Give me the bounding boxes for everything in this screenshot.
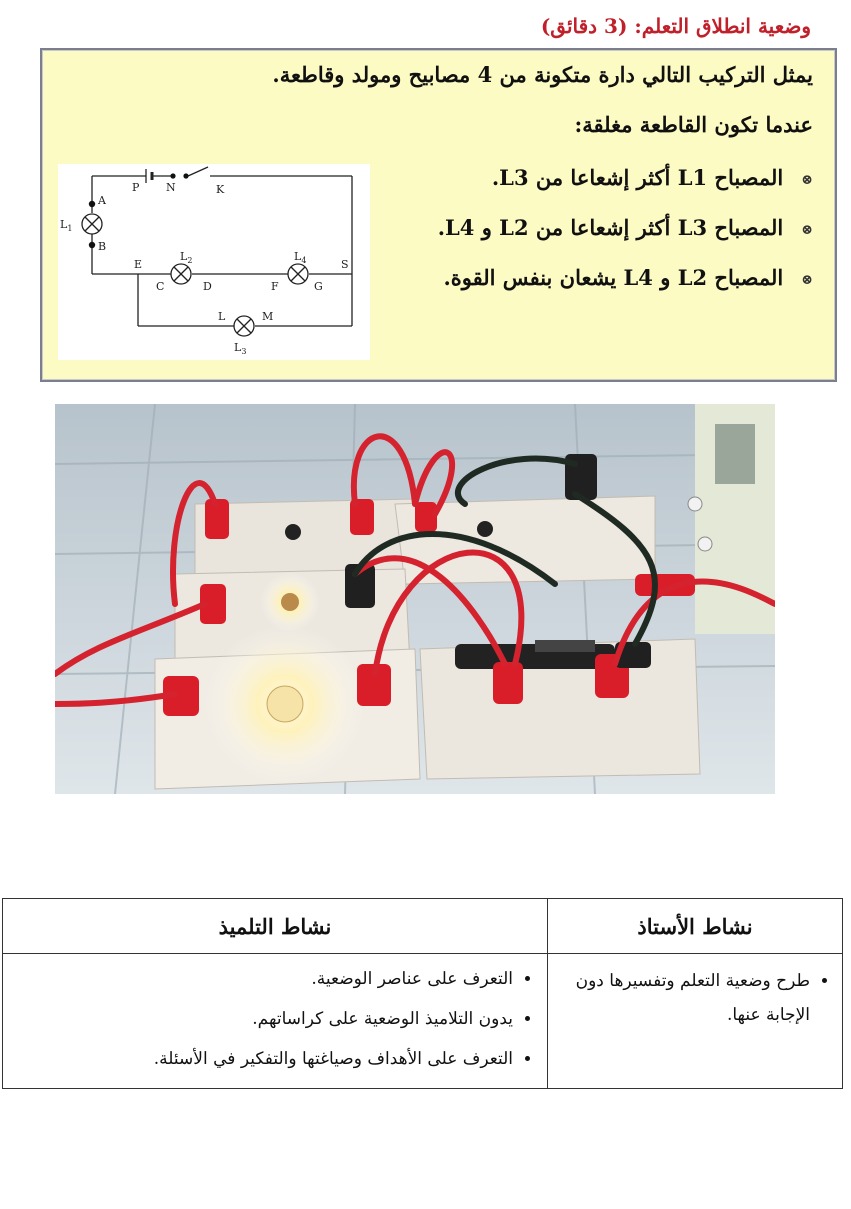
switch-k-label: K	[216, 183, 225, 196]
list-item: • يدون التلاميذ الوضعية على كراساتهم.	[13, 1002, 513, 1042]
node-p-label: P	[132, 181, 140, 194]
node-f-label: F	[271, 280, 279, 293]
node-a-label: A	[98, 194, 106, 207]
list-item: • التعرف على الأهداف وصياغتها والتفكير في الأسئلة.	[13, 1042, 513, 1082]
circle-x-bullet-icon: ⊗	[801, 271, 813, 288]
lamp-l1-label: $L_1$	[60, 218, 73, 233]
lamp-l4-label: $L_4$	[294, 250, 307, 265]
circuit-diagram	[58, 164, 370, 360]
node-l-label: L	[218, 310, 226, 323]
circle-x-bullet-icon: ⊗	[801, 171, 813, 188]
student-activity-cell	[3, 954, 548, 1089]
lamp-l3-label: $L_3$	[234, 341, 247, 356]
situation-condition: عندما تكون القاطعة مغلقة:	[574, 112, 813, 137]
node-c-label: C	[156, 280, 165, 293]
section-title: وضعية انطلاق التعلم: (3 دقائق)	[540, 14, 811, 38]
situation-intro: يمثل التركيب التالي دارة متكونة من 4 مصابيح ومولد وقاطعة.	[272, 62, 813, 87]
node-m-label: M	[262, 310, 274, 323]
statement-item: ⊗المصباح L2 و L4 يشعان بنفس القوة.	[443, 265, 813, 290]
teacher-activity-cell	[548, 954, 843, 1089]
circle-x-bullet-icon: ⊗	[801, 221, 813, 238]
situation-box	[40, 48, 837, 382]
statement-list	[438, 162, 813, 312]
list-item: • التعرف على عناصر الوضعية.	[13, 962, 513, 1002]
circuit-setup-photo	[55, 404, 775, 794]
statement-item: ⊗المصباح L1 أكثر إشعاعا من L3.	[491, 165, 813, 190]
teacher-activity-header: نشاط الأستاذ	[548, 899, 843, 954]
node-e-label: E	[134, 258, 143, 271]
student-activity-header: نشاط التلميذ	[3, 899, 548, 954]
node-b-label: B	[98, 240, 107, 253]
node-s-label: S	[341, 258, 349, 271]
list-item: • طرح وضعية التعلم وتفسيرها دون الإجابة عنها.	[558, 964, 810, 1032]
node-n-label: N	[166, 181, 176, 194]
statement-item: ⊗المصباح L3 أكثر إشعاعا من L2 و L4.	[437, 215, 813, 240]
node-g-label: G	[314, 280, 323, 293]
lamp-l2-label: $L_2$	[180, 250, 193, 265]
activities-table	[2, 898, 843, 1089]
node-d-label: D	[203, 280, 212, 293]
